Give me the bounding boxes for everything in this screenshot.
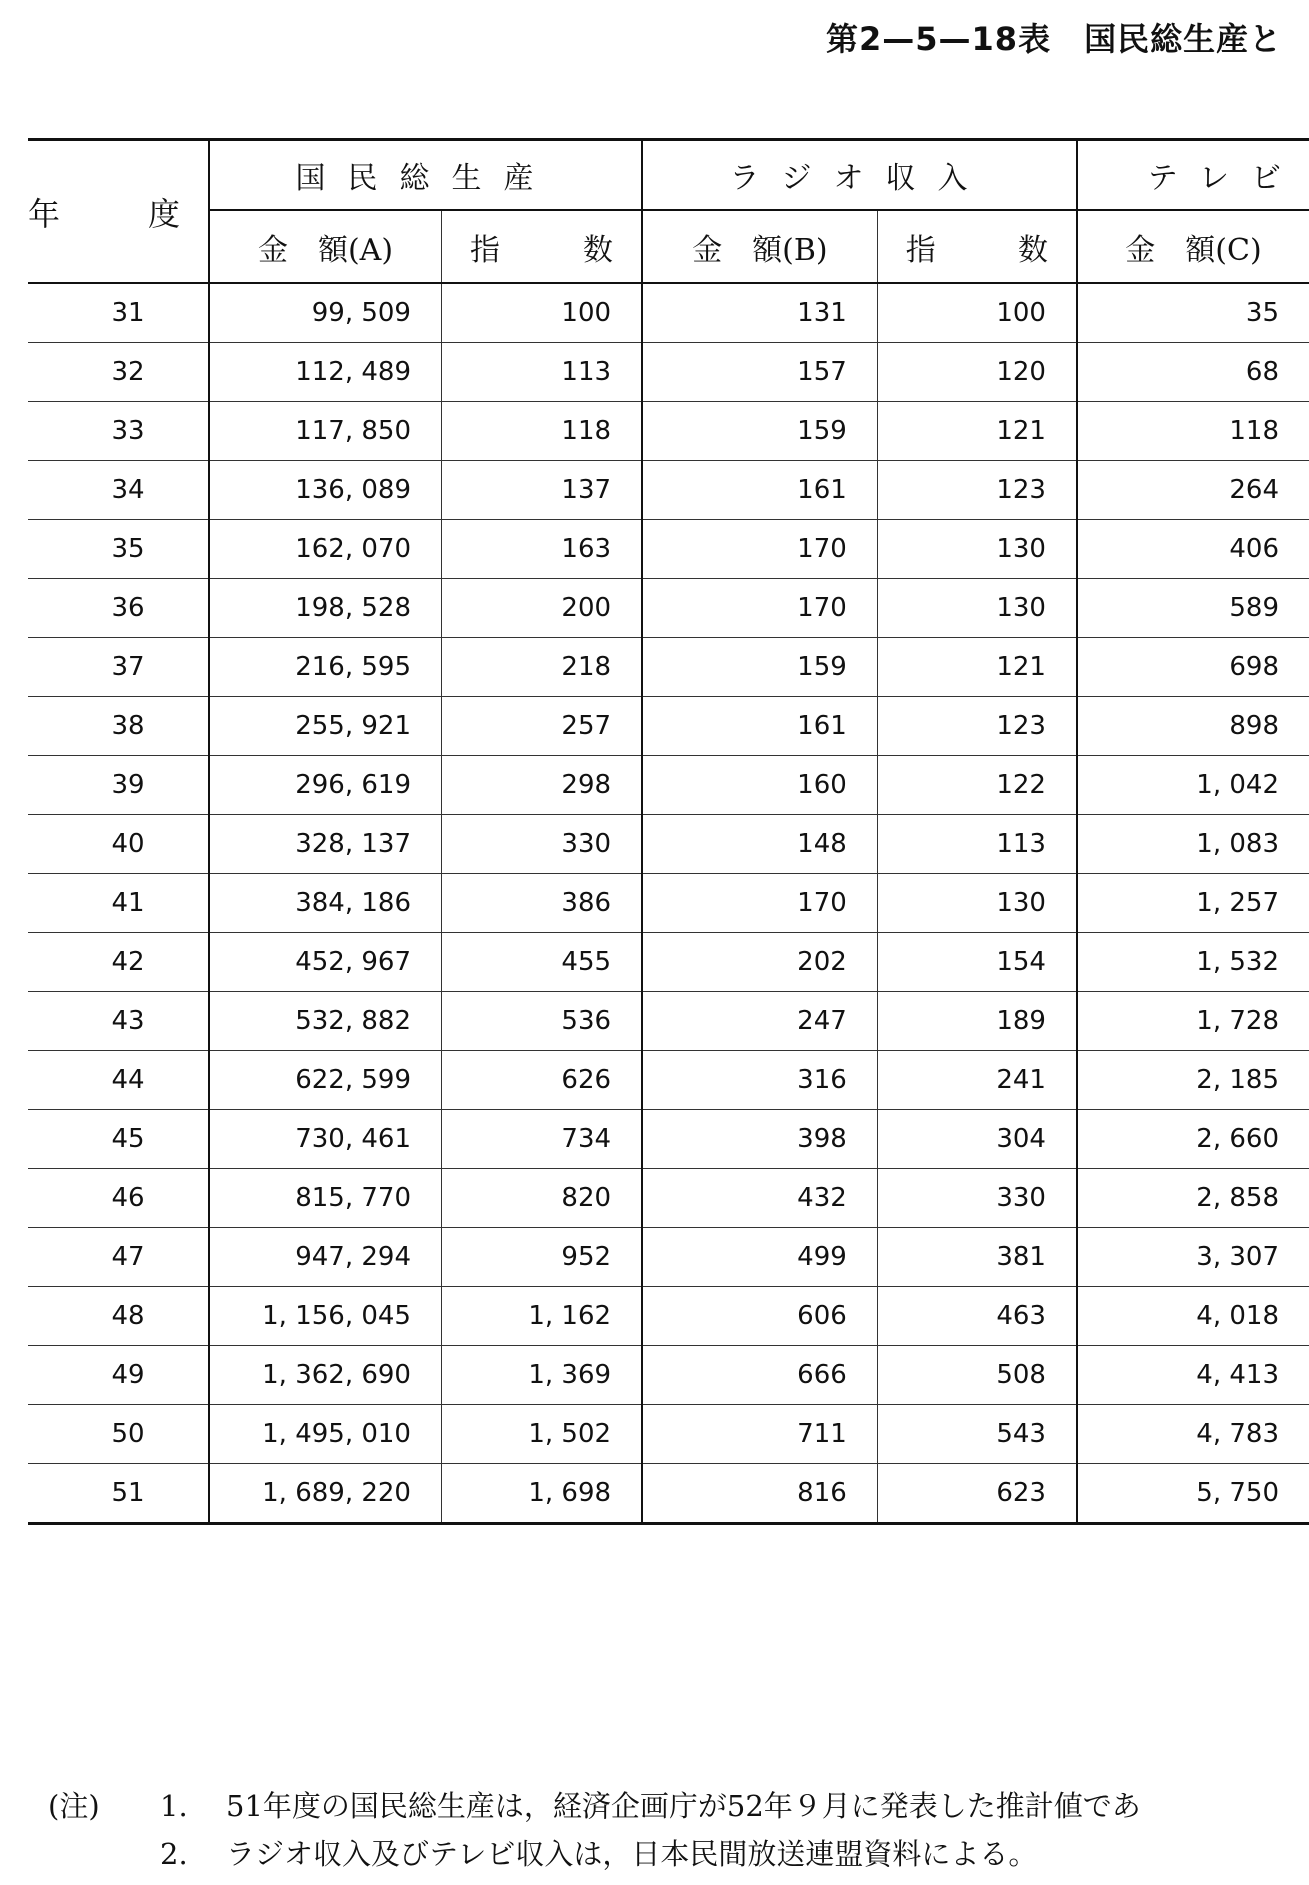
cell-gnp-amount: 815, 770	[209, 1169, 441, 1228]
cell-year: 45	[28, 1110, 209, 1169]
table-row	[28, 579, 1309, 638]
cell-year: 41	[28, 874, 209, 933]
cell-radio-amount: 202	[642, 933, 877, 992]
cell-gnp-amount: 1, 689, 220	[209, 1464, 441, 1524]
table-row	[28, 1405, 1309, 1464]
cell-radio-amount: 316	[642, 1051, 877, 1110]
cell-gnp-index: 455	[441, 933, 642, 992]
cell-tv-amount: 264	[1077, 461, 1309, 520]
table-row	[28, 1110, 1309, 1169]
table-row	[28, 283, 1309, 343]
cell-gnp-index: 298	[441, 756, 642, 815]
cell-radio-index: 130	[877, 874, 1077, 933]
cell-gnp-amount: 162, 070	[209, 520, 441, 579]
cell-gnp-amount: 216, 595	[209, 638, 441, 697]
note-number: 1.	[160, 1789, 188, 1823]
cell-radio-index: 120	[877, 343, 1077, 402]
cell-year: 37	[28, 638, 209, 697]
cell-tv-amount: 5, 750	[1077, 1464, 1309, 1524]
cell-gnp-amount: 296, 619	[209, 756, 441, 815]
cell-radio-amount: 398	[642, 1110, 877, 1169]
cell-year: 40	[28, 815, 209, 874]
cell-tv-amount: 1, 728	[1077, 992, 1309, 1051]
cell-radio-index: 241	[877, 1051, 1077, 1110]
cell-gnp-amount: 730, 461	[209, 1110, 441, 1169]
cell-year: 31	[28, 283, 209, 343]
table-row	[28, 697, 1309, 756]
cell-gnp-amount: 117, 850	[209, 402, 441, 461]
table-row	[28, 520, 1309, 579]
table-row	[28, 343, 1309, 402]
cell-radio-index: 121	[877, 638, 1077, 697]
cell-year: 50	[28, 1405, 209, 1464]
cell-radio-amount: 816	[642, 1464, 877, 1524]
cell-radio-index: 508	[877, 1346, 1077, 1405]
cell-tv-amount: 1, 532	[1077, 933, 1309, 992]
cell-year: 36	[28, 579, 209, 638]
cell-radio-index: 189	[877, 992, 1077, 1051]
cell-radio-index: 304	[877, 1110, 1077, 1169]
cell-gnp-amount: 947, 294	[209, 1228, 441, 1287]
cell-radio-amount: 161	[642, 697, 877, 756]
cell-year: 34	[28, 461, 209, 520]
cell-radio-index: 130	[877, 579, 1077, 638]
cell-radio-index: 100	[877, 283, 1077, 343]
table-row	[28, 874, 1309, 933]
header-year: 年 度	[28, 140, 209, 284]
cell-gnp-amount: 328, 137	[209, 815, 441, 874]
cell-radio-amount: 159	[642, 638, 877, 697]
table-row	[28, 1228, 1309, 1287]
cell-gnp-amount: 532, 882	[209, 992, 441, 1051]
note-2	[48, 1830, 1141, 1878]
cell-gnp-amount: 622, 599	[209, 1051, 441, 1110]
table-row	[28, 638, 1309, 697]
cell-tv-amount: 698	[1077, 638, 1309, 697]
table-row	[28, 756, 1309, 815]
cell-gnp-index: 386	[441, 874, 642, 933]
cell-gnp-index: 1, 162	[441, 1287, 642, 1346]
cell-radio-amount: 247	[642, 992, 877, 1051]
cell-year: 35	[28, 520, 209, 579]
note-text: 51年度の国民総生産は，経済企画庁が52年９月に発表した推計値であ	[226, 1789, 1141, 1823]
cell-year: 33	[28, 402, 209, 461]
cell-radio-index: 463	[877, 1287, 1077, 1346]
cell-tv-amount: 406	[1077, 520, 1309, 579]
header-gnp-index: 指 数	[441, 210, 642, 283]
cell-radio-amount: 499	[642, 1228, 877, 1287]
gnp-broadcast-revenue-table	[28, 138, 1309, 1525]
cell-gnp-index: 257	[441, 697, 642, 756]
header-radio-index: 指 数	[877, 210, 1077, 283]
cell-year: 32	[28, 343, 209, 402]
cell-year: 44	[28, 1051, 209, 1110]
cell-radio-index: 123	[877, 461, 1077, 520]
cell-radio-amount: 606	[642, 1287, 877, 1346]
cell-tv-amount: 2, 185	[1077, 1051, 1309, 1110]
note-1	[48, 1782, 1141, 1830]
cell-radio-index: 381	[877, 1228, 1077, 1287]
table-row	[28, 1169, 1309, 1228]
cell-gnp-amount: 384, 186	[209, 874, 441, 933]
cell-gnp-index: 200	[441, 579, 642, 638]
cell-tv-amount: 4, 413	[1077, 1346, 1309, 1405]
cell-radio-index: 130	[877, 520, 1077, 579]
cell-gnp-amount: 99, 509	[209, 283, 441, 343]
cell-radio-index: 154	[877, 933, 1077, 992]
header-gnp-group: 国民総生産	[209, 140, 642, 211]
cell-tv-amount: 68	[1077, 343, 1309, 402]
notes-label: (注)	[48, 1789, 100, 1823]
cell-radio-amount: 131	[642, 283, 877, 343]
cell-gnp-index: 218	[441, 638, 642, 697]
cell-year: 46	[28, 1169, 209, 1228]
cell-radio-index: 122	[877, 756, 1077, 815]
table-row	[28, 992, 1309, 1051]
cell-radio-amount: 161	[642, 461, 877, 520]
table-row	[28, 461, 1309, 520]
cell-radio-amount: 160	[642, 756, 877, 815]
cell-tv-amount: 1, 042	[1077, 756, 1309, 815]
cell-radio-amount: 711	[642, 1405, 877, 1464]
header-radio-group: ラジオ収入	[642, 140, 1077, 211]
cell-gnp-amount: 1, 495, 010	[209, 1405, 441, 1464]
cell-radio-amount: 148	[642, 815, 877, 874]
cell-gnp-index: 1, 369	[441, 1346, 642, 1405]
cell-gnp-index: 536	[441, 992, 642, 1051]
cell-gnp-index: 626	[441, 1051, 642, 1110]
cell-radio-amount: 170	[642, 874, 877, 933]
cell-year: 42	[28, 933, 209, 992]
cell-year: 51	[28, 1464, 209, 1524]
cell-gnp-index: 113	[441, 343, 642, 402]
table-row	[28, 815, 1309, 874]
cell-year: 43	[28, 992, 209, 1051]
cell-gnp-index: 1, 502	[441, 1405, 642, 1464]
cell-radio-index: 330	[877, 1169, 1077, 1228]
header-gnp-amount: 金 額(A)	[209, 210, 441, 283]
cell-radio-amount: 170	[642, 579, 877, 638]
cell-tv-amount: 2, 858	[1077, 1169, 1309, 1228]
cell-radio-amount: 432	[642, 1169, 877, 1228]
cell-gnp-index: 1, 698	[441, 1464, 642, 1524]
cell-radio-index: 543	[877, 1405, 1077, 1464]
cell-radio-amount: 666	[642, 1346, 877, 1405]
cell-radio-index: 623	[877, 1464, 1077, 1524]
cell-tv-amount: 1, 257	[1077, 874, 1309, 933]
cell-year: 38	[28, 697, 209, 756]
notes	[48, 1782, 1141, 1878]
cell-radio-amount: 170	[642, 520, 877, 579]
cell-tv-amount: 3, 307	[1077, 1228, 1309, 1287]
cell-year: 39	[28, 756, 209, 815]
cell-radio-amount: 157	[642, 343, 877, 402]
table-row	[28, 1051, 1309, 1110]
cell-gnp-index: 137	[441, 461, 642, 520]
cell-radio-index: 123	[877, 697, 1077, 756]
cell-year: 47	[28, 1228, 209, 1287]
cell-gnp-amount: 1, 362, 690	[209, 1346, 441, 1405]
cell-radio-index: 113	[877, 815, 1077, 874]
cell-gnp-index: 820	[441, 1169, 642, 1228]
cell-gnp-amount: 452, 967	[209, 933, 441, 992]
header-radio-amount: 金 額(B)	[642, 210, 877, 283]
table-row	[28, 402, 1309, 461]
cell-tv-amount: 1, 083	[1077, 815, 1309, 874]
cell-radio-amount: 159	[642, 402, 877, 461]
cell-tv-amount: 2, 660	[1077, 1110, 1309, 1169]
cell-gnp-index: 163	[441, 520, 642, 579]
note-text: ラジオ収入及びテレビ収入は，日本民間放送連盟資料による。	[226, 1837, 1038, 1871]
note-number: 2.	[160, 1837, 188, 1871]
cell-radio-index: 121	[877, 402, 1077, 461]
cell-year: 48	[28, 1287, 209, 1346]
table-title: 第2—5—18表 国民総生産と	[826, 20, 1283, 58]
cell-tv-amount: 4, 018	[1077, 1287, 1309, 1346]
cell-gnp-amount: 136, 089	[209, 461, 441, 520]
cell-gnp-index: 118	[441, 402, 642, 461]
cell-year: 49	[28, 1346, 209, 1405]
table-row	[28, 1464, 1309, 1524]
cell-gnp-index: 100	[441, 283, 642, 343]
cell-tv-amount: 35	[1077, 283, 1309, 343]
cell-gnp-index: 330	[441, 815, 642, 874]
cell-gnp-amount: 112, 489	[209, 343, 441, 402]
cell-tv-amount: 898	[1077, 697, 1309, 756]
cell-gnp-index: 734	[441, 1110, 642, 1169]
cell-tv-amount: 589	[1077, 579, 1309, 638]
table-row	[28, 933, 1309, 992]
table-row	[28, 1346, 1309, 1405]
header-tv-amount: 金 額(C)	[1077, 210, 1309, 283]
header-tv-group: テレビ	[1077, 140, 1309, 211]
table-row	[28, 1287, 1309, 1346]
cell-gnp-amount: 255, 921	[209, 697, 441, 756]
cell-gnp-index: 952	[441, 1228, 642, 1287]
cell-tv-amount: 118	[1077, 402, 1309, 461]
table-body	[28, 283, 1309, 1524]
cell-gnp-amount: 1, 156, 045	[209, 1287, 441, 1346]
cell-gnp-amount: 198, 528	[209, 579, 441, 638]
cell-tv-amount: 4, 783	[1077, 1405, 1309, 1464]
